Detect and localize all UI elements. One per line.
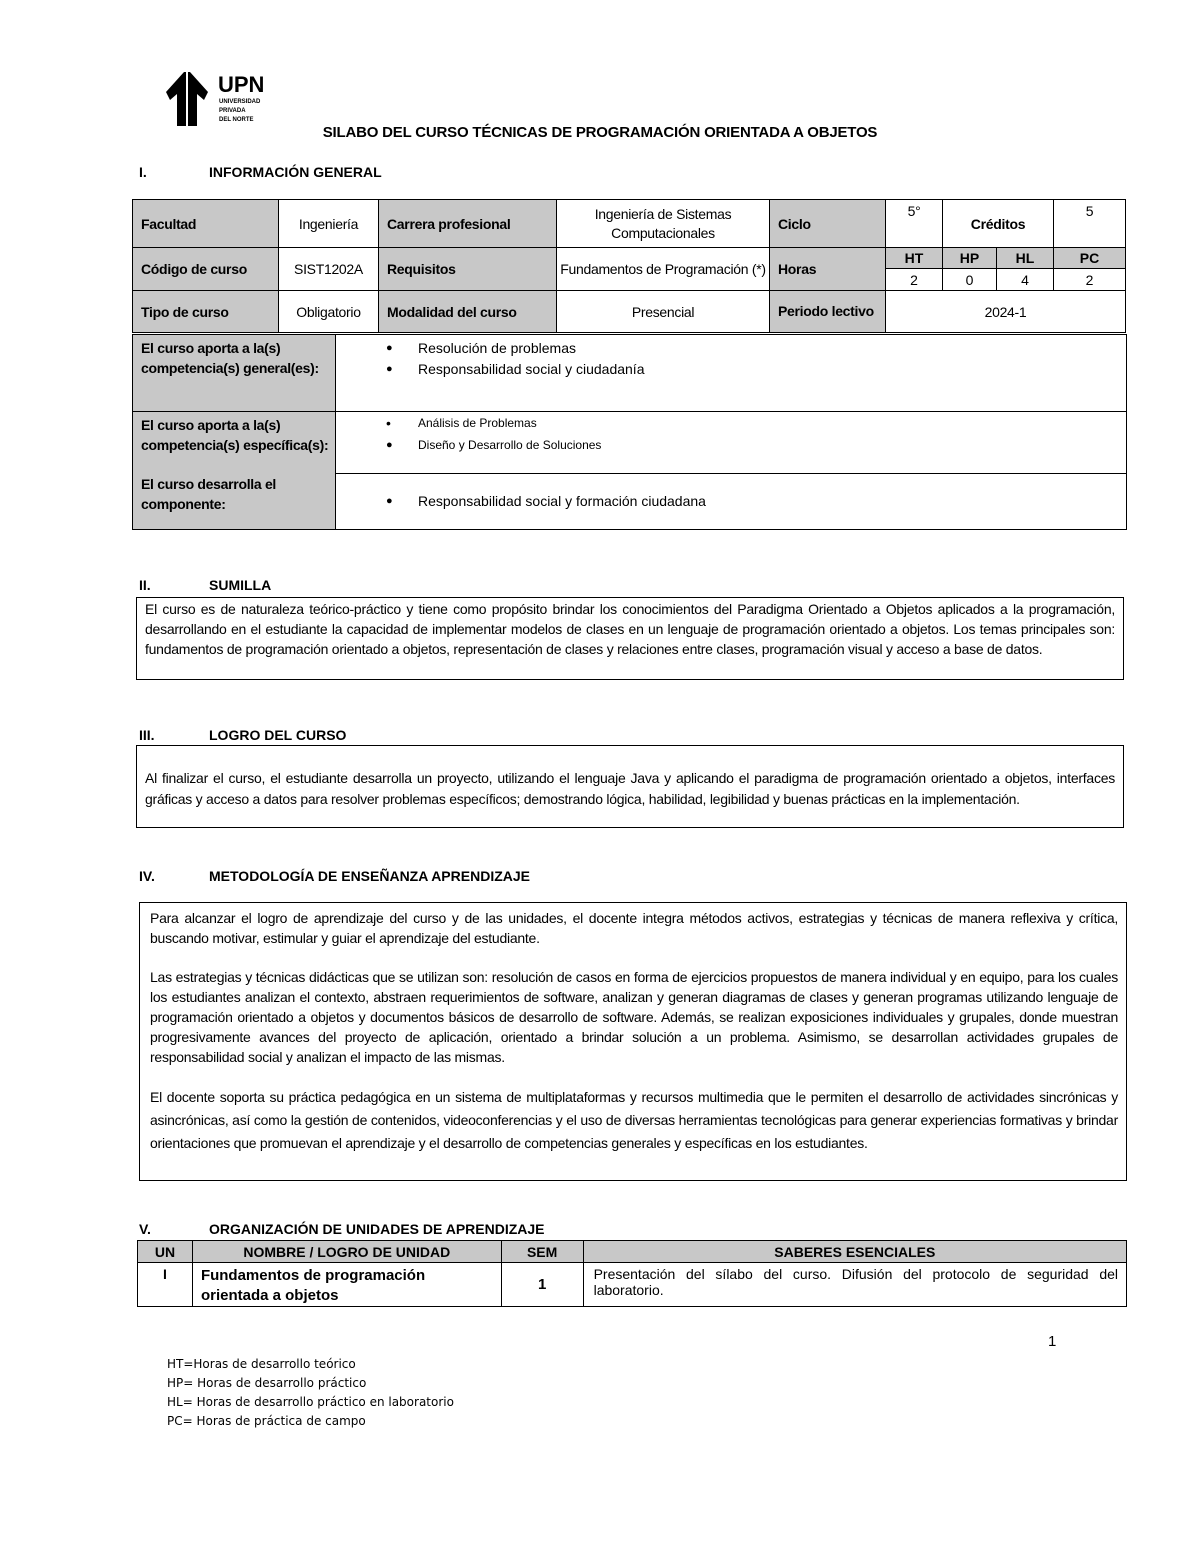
facultad-value: Ingeniería	[279, 200, 379, 248]
tipo-value: Obligatorio	[279, 291, 379, 333]
unit-saberes: Presentación del sílabo del curso. Difusión del protocolo de seguridad del laboratorio.	[583, 1263, 1126, 1307]
sumilla-box	[136, 597, 1124, 680]
units-header-saberes: SABERES ESENCIALES	[583, 1241, 1126, 1263]
logro-box	[136, 745, 1124, 828]
creditos-label: Créditos	[943, 200, 1054, 248]
hours-header-hl: HL	[997, 248, 1054, 269]
facultad-label: Facultad	[133, 200, 279, 248]
svg-text:UNIVERSIDAD: UNIVERSIDAD	[219, 99, 261, 105]
footnote: PC= Horas de práctica de campo	[167, 1414, 366, 1428]
list-item: • Análisis de Problemas	[386, 412, 1126, 434]
competencia-especifica-label: El curso aporta a la(s) competencia(s) específica(s):	[133, 412, 336, 474]
section-heading-5: V. ORGANIZACIÓN DE UNIDADES DE APRENDIZAJE	[139, 1221, 545, 1237]
logro-text: Al finalizar el curso, el estudiante desarrolla un proyecto, utilizando el lenguaje Java y aplicando el paradigma de programación orientado a objetos, interfaces gráficas y acceso a datos para resolver problemas específicos; demostrando lógica, habilidad, legibilidad y buenas prácticas en la implementación.	[145, 770, 1115, 807]
hours-value-hl: 4	[997, 269, 1054, 291]
requisitos-value: Fundamentos de Programación (*)	[557, 248, 770, 291]
units-header-sem: SEM	[501, 1241, 583, 1263]
ciclo-value: 5°	[886, 200, 943, 248]
section-heading-2: II. SUMILLA	[139, 577, 272, 593]
general-info-table	[132, 199, 1126, 333]
footnote: HT=Horas de desarrollo teórico	[167, 1357, 356, 1371]
componente-list	[336, 491, 1126, 512]
metodologia-paragraph: El docente soporta su práctica pedagógica en un sistema de multiplataformas y recursos multimedia que le permiten el desarrollo de actividades sincrónicas y asincrónicas, así como la gestión de contenidos, videoconferencias y el uso de diversas herramientas tecnológicas para generar experiencias formativas y brindar orientaciones que promuevan el aprendizaje y el desarrollo de competencias generales y específicas en los estudiantes.	[150, 1089, 1118, 1151]
hours-value-pc: 2	[1054, 269, 1126, 291]
list-item: ● Resolución de problemas	[386, 338, 1126, 359]
units-table	[137, 1240, 1127, 1307]
units-header-nombre: NOMBRE / LOGRO DE UNIDAD	[192, 1241, 501, 1263]
hours-value-ht: 2	[886, 269, 943, 291]
competencia-general-list	[336, 338, 1126, 380]
competencia-general-label: El curso aporta a la(s) competencia(s) general(es):	[133, 335, 336, 412]
periodo-value: 2024-1	[886, 291, 1126, 333]
units-header-un: UN	[138, 1241, 193, 1263]
tipo-label: Tipo de curso	[133, 291, 279, 333]
ciclo-label: Ciclo	[770, 200, 886, 248]
unit-week: 1	[501, 1263, 583, 1307]
componente-label: El curso desarrolla el componente:	[133, 474, 336, 530]
periodo-label: Periodo lectivo	[770, 291, 886, 333]
competencias-table	[132, 334, 1127, 530]
upn-logo	[166, 70, 276, 128]
upn-logo-mark	[166, 70, 276, 128]
section-heading-3: III. LOGRO DEL CURSO	[139, 727, 347, 743]
footnote: HP= Horas de desarrollo práctico	[167, 1376, 367, 1390]
metodologia-paragraph: Las estrategias y técnicas didácticas que se utilizan son: resolución de casos en forma de ejercicios propuestos de manera individual y en equipo, para los cuales los estudiantes analizan el contexto, abstraen requerimientos de software, analizan y generan diagramas de clases y generan programas utilizando lenguaje de programación orientado a objetos y documentos básicos de desarrollo de software. Además, se realizan exposiciones individuales y grupales, donde muestran progresivamente avances del proyecto de aplicación, orientado a brindar solución a un problema. Asimismo, se desarrollan actividades grupales de responsabilidad social y analizan el impacto de las mismas.	[150, 969, 1118, 1065]
sumilla-text: El curso es de naturaleza teórico-práctico y tiene como propósito brindar los conocimientos del Paradigma Orientado a Objetos aplicados a la programación, desarrollando en el estudiante la capacidad de implementar modelos de clases en un lenguaje de programación orientado a objetos. Los temas principales son: fundamentos de programación orientado a objetos, representación de clases y relaciones entre clases, programación visual y acceso a base de datos.	[145, 601, 1115, 657]
hours-header-ht: HT	[886, 248, 943, 269]
hours-value-hp: 0	[943, 269, 997, 291]
metodologia-box	[139, 902, 1127, 1181]
requisitos-label: Requisitos	[379, 248, 557, 291]
modalidad-label: Modalidad del curso	[379, 291, 557, 333]
carrera-label: Carrera profesional	[379, 200, 557, 248]
svg-text:DEL NORTE: DEL NORTE	[219, 117, 254, 123]
horas-label: Horas	[770, 248, 886, 291]
unit-number: I	[138, 1263, 193, 1307]
logo-text: UPN	[218, 72, 265, 97]
document-title: SILABO DEL CURSO TÉCNICAS DE PROGRAMACIÓN ORIENTADA A OBJETOS	[322, 124, 878, 141]
metodologia-paragraph: Para alcanzar el logro de aprendizaje del curso y de las unidades, el docente integra métodos activos, estrategias y técnicas de manera reflexiva y crítica, buscando motivar, estimular y guiar el aprendizaje del estudiante.	[150, 910, 1118, 946]
footnote: HL= Horas de desarrollo práctico en laboratorio	[167, 1395, 454, 1409]
list-item: ● Responsabilidad social y ciudadanía	[386, 359, 1126, 380]
competencia-especifica-list	[336, 412, 1126, 456]
creditos-value: 5	[1054, 200, 1126, 248]
svg-text:PRIVADA: PRIVADA	[219, 108, 246, 114]
hours-header-pc: PC	[1054, 248, 1126, 269]
section-heading-1: I. INFORMACIÓN GENERAL	[139, 164, 382, 180]
carrera-value: Ingeniería de Sistemas Computacionales	[557, 200, 770, 248]
table-row	[138, 1263, 1127, 1307]
unit-name: Fundamentos de programación orientada a objetos	[192, 1263, 501, 1307]
section-heading-4: IV. METODOLOGÍA DE ENSEÑANZA APRENDIZAJE	[139, 868, 530, 884]
page-number: 1	[1048, 1333, 1057, 1350]
codigo-value: SIST1202A	[279, 248, 379, 291]
modalidad-value: Presencial	[557, 291, 770, 333]
codigo-label: Código de curso	[133, 248, 279, 291]
list-item: ● Diseño y Desarrollo de Soluciones	[386, 434, 1126, 456]
list-item: ● Responsabilidad social y formación ciudadana	[386, 491, 1126, 512]
hours-header-hp: HP	[943, 248, 997, 269]
